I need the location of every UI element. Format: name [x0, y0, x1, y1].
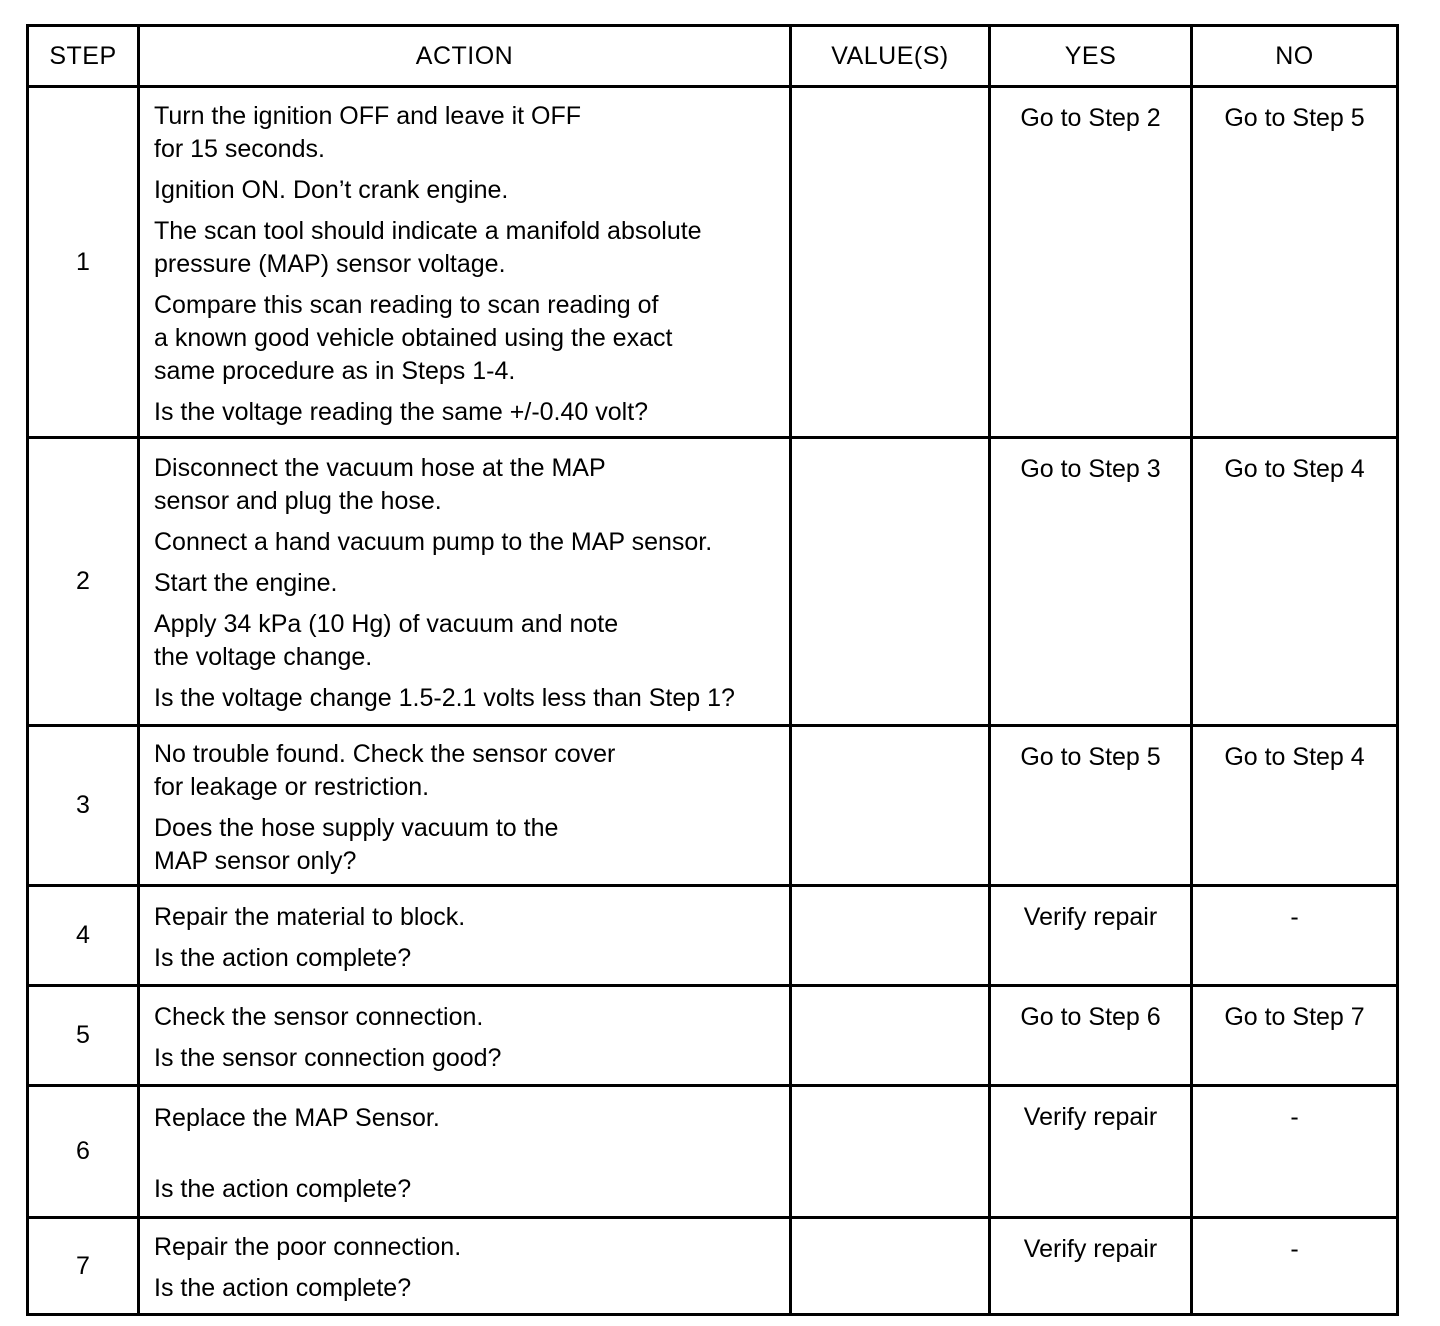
action-text: The scan tool should indicate a manifold absolute pressure (MAP) sensor voltage.	[154, 216, 702, 278]
header-row	[28, 26, 1398, 87]
header-step: STEP	[28, 26, 139, 87]
value-cell	[791, 886, 990, 986]
yes-result: Verify repair	[990, 886, 1192, 986]
table-row	[28, 726, 1398, 886]
yes-result: Go to Step 5	[990, 726, 1192, 886]
table-row	[28, 438, 1398, 726]
action-question: Is the action complete?	[154, 1174, 412, 1203]
action-cell	[139, 726, 791, 886]
table-row	[28, 87, 1398, 438]
step-number: 3	[28, 726, 139, 886]
table-row	[28, 986, 1398, 1086]
step-number: 6	[28, 1086, 139, 1218]
action-question: Is the action complete?	[154, 943, 412, 972]
table-row	[28, 1218, 1398, 1315]
action-cell	[139, 986, 791, 1086]
action-cell	[139, 1086, 791, 1218]
no-result: -	[1192, 886, 1398, 986]
action-text: Disconnect the vacuum hose at the MAP sensor and plug the hose.	[154, 454, 606, 515]
yes-result: Go to Step 3	[990, 438, 1192, 726]
value-cell	[791, 438, 990, 726]
no-result: Go to Step 7	[1192, 986, 1398, 1086]
header-yes: YES	[990, 26, 1192, 87]
action-text: Repair the poor connection.	[154, 1233, 462, 1261]
step-number: 5	[28, 986, 139, 1086]
action-cell	[139, 1218, 791, 1315]
value-cell	[791, 986, 990, 1086]
action-cell	[139, 438, 791, 726]
header-values: VALUE(S)	[791, 26, 990, 87]
action-question: Is the voltage change 1.5-2.1 volts less than Step 1?	[154, 684, 735, 712]
no-result: -	[1192, 1086, 1398, 1218]
action-text: Replace the MAP Sensor.	[154, 1103, 440, 1132]
action-text: Compare this scan reading to scan reading of a known good vehicle obtained using the exact same procedure as in Steps 1-4.	[154, 290, 673, 385]
action-text: Check the sensor connection.	[154, 1002, 484, 1031]
action-question: Is the sensor connection good?	[154, 1043, 502, 1072]
no-result: Go to Step 4	[1192, 438, 1398, 726]
table-row	[28, 1086, 1398, 1218]
step-number: 7	[28, 1218, 139, 1315]
action-question: Is the voltage reading the same +/-0.40 volt?	[154, 397, 649, 426]
action-question: Is the action complete?	[154, 1274, 412, 1302]
step-number: 2	[28, 438, 139, 726]
action-text: Connect a hand vacuum pump to the MAP sensor.	[154, 528, 713, 556]
action-question: Does the hose supply vacuum to the MAP sensor only?	[154, 813, 559, 875]
action-cell	[139, 87, 791, 438]
header-action: ACTION	[139, 26, 791, 87]
action-text: Start the engine.	[154, 569, 338, 597]
value-cell	[791, 1218, 990, 1315]
yes-result: Go to Step 2	[990, 87, 1192, 438]
step-number: 4	[28, 886, 139, 986]
no-result: Go to Step 5	[1192, 87, 1398, 438]
action-text: Ignition ON. Don’t crank engine.	[154, 175, 509, 204]
value-cell	[791, 726, 990, 886]
action-text: Repair the material to block.	[154, 902, 466, 931]
action-text: Apply 34 kPa (10 Hg) of vacuum and note the voltage change.	[154, 610, 619, 671]
table-row	[28, 886, 1398, 986]
value-cell	[791, 1086, 990, 1218]
action-text: No trouble found. Check the sensor cover for leakage or restriction.	[154, 739, 616, 801]
no-result: -	[1192, 1218, 1398, 1315]
action-cell	[139, 886, 791, 986]
yes-result: Verify repair	[990, 1218, 1192, 1315]
header-no: NO	[1192, 26, 1398, 87]
no-result: Go to Step 4	[1192, 726, 1398, 886]
action-text: Turn the ignition OFF and leave it OFF for 15 seconds.	[154, 101, 582, 163]
value-cell	[791, 87, 990, 438]
step-number: 1	[28, 87, 139, 438]
yes-result: Go to Step 6	[990, 986, 1192, 1086]
diagnostic-table	[26, 24, 1399, 1316]
yes-result: Verify repair	[990, 1086, 1192, 1218]
